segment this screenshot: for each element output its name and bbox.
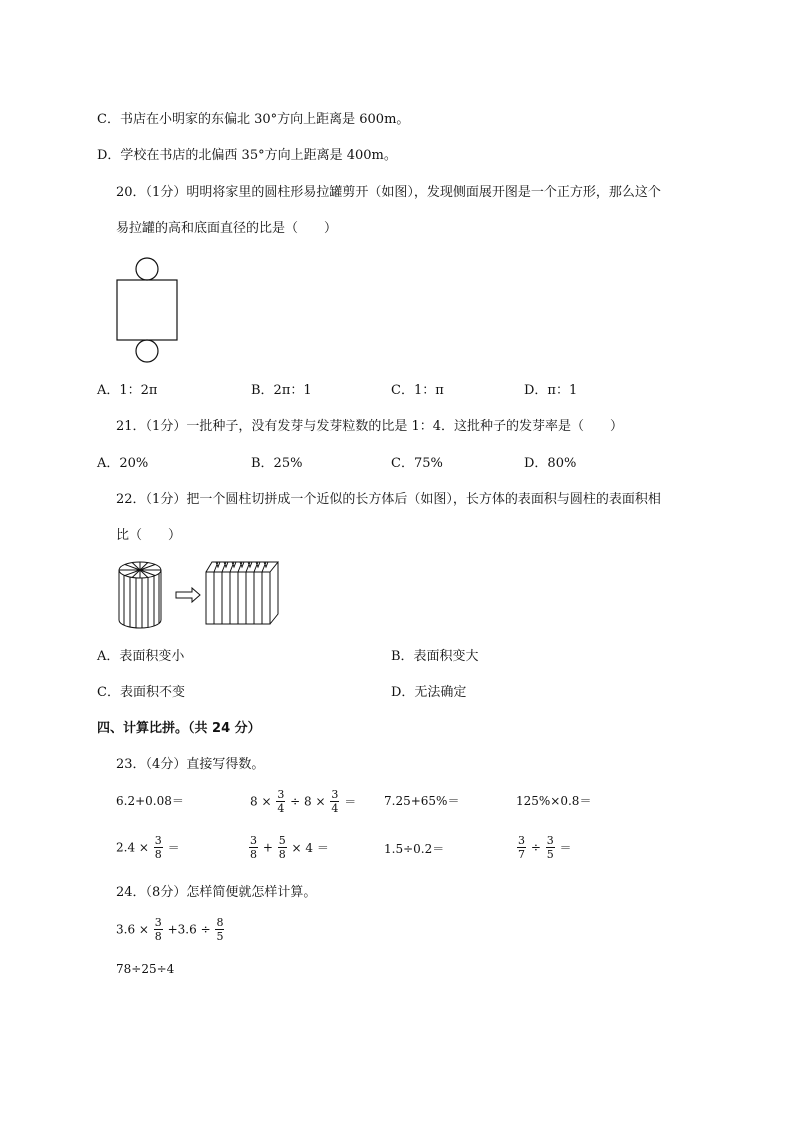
fraction: $\frac{8}{5}$ (216, 916, 224, 943)
section-4-heading: 四、计算比拼。（共 24 分） (97, 721, 261, 736)
q23-expr-5: 2.4 × $\frac{3}{8}$ ＝ (116, 834, 180, 861)
q21-option-d: D．80% (524, 456, 577, 471)
q22-option-c: C．表面积不变 (97, 685, 185, 700)
q23-expr-3: 7.25+65%＝ (384, 794, 460, 808)
q23-expr-8: $\frac{3}{7}$ ÷ $\frac{3}{5}$ ＝ (518, 834, 572, 861)
fraction: $\frac{3}{5}$ (546, 834, 554, 861)
q21-option-c: C．75% (391, 456, 443, 471)
fraction: $\frac{3}{7}$ (518, 834, 525, 861)
fraction: $\frac{3}{4}$ (331, 788, 339, 815)
q22-option-b: B．表面积变大 (391, 649, 479, 664)
q20-option-a: A．1：2π (97, 383, 158, 398)
question-24: 24．（8分）怎样简便就怎样计算。 (116, 885, 317, 900)
cylinder-net-figure (112, 254, 192, 374)
q23-expr-1: 6.2+0.08＝ (116, 794, 184, 808)
cylinder-to-cuboid-figure (112, 558, 292, 633)
question-23: 23．（4分）直接写得数。 (116, 757, 265, 772)
option-d-q19: D．学校在书店的北偏西 35°方向上距离是 400m。 (97, 148, 397, 163)
q21-option-b: B．25% (251, 456, 303, 471)
q22-option-d: D．无法确定 (391, 685, 467, 700)
q24-expr-2: 78÷25÷4 (116, 962, 175, 976)
question-21: 21．（1分）一批种子，没有发芽与发芽粒数的比是 1：4．这批种子的发芽率是（ ） (116, 419, 623, 434)
q24-expr-1: 3.6 × $\frac{3}{8}$ +3.6 ÷ $\frac{8}{5}$ (116, 916, 224, 943)
q20-option-b: B．2π：1 (251, 383, 312, 398)
fraction: $\frac{3}{4}$ (277, 788, 285, 815)
square-side (117, 280, 177, 340)
cylinder-sliced (119, 562, 161, 628)
q22-option-a: A．表面积变小 (97, 649, 185, 664)
fraction: $\frac{3}{8}$ (250, 834, 257, 861)
cuboid-approx (206, 562, 278, 624)
question-22-line1: 22．（1分）把一个圆柱切拼成一个近似的长方体后（如图），长方体的表面积与圆柱的表面积相 (116, 492, 661, 507)
option-c-q19: C．书店在小明家的东偏北 30°方向上距离是 600m。 (97, 112, 410, 127)
fraction: $\frac{3}{8}$ (154, 916, 162, 943)
question-20-line1: 20．（1分）明明将家里的圆柱形易拉罐剪开（如图），发现侧面展开图是一个正方形，那么这个 (116, 185, 661, 200)
q23-expr-7: 1.5÷0.2＝ (384, 842, 445, 856)
q23-expr-4: 125%×0.8＝ (516, 794, 592, 808)
bottom-circle (136, 340, 158, 362)
question-20-line2: 易拉罐的高和底面直径的比是（ ） (116, 221, 338, 236)
q21-option-a: A．20% (97, 456, 149, 471)
q23-expr-6: $\frac{3}{8}$ + $\frac{5}{8}$ × 4 ＝ (250, 834, 329, 861)
fraction: $\frac{3}{8}$ (154, 834, 162, 861)
q20-option-d: D．π：1 (524, 383, 578, 398)
top-circle (136, 258, 158, 280)
arrow-right (176, 588, 200, 602)
fraction: $\frac{5}{8}$ (278, 834, 286, 861)
q23-expr-2: 8 × $\frac{3}{4}$ ÷ 8 × $\frac{3}{4}$ ＝ (250, 788, 357, 815)
q20-option-c: C．1：π (391, 383, 444, 398)
question-22-line2: 比（ ） (116, 528, 182, 543)
